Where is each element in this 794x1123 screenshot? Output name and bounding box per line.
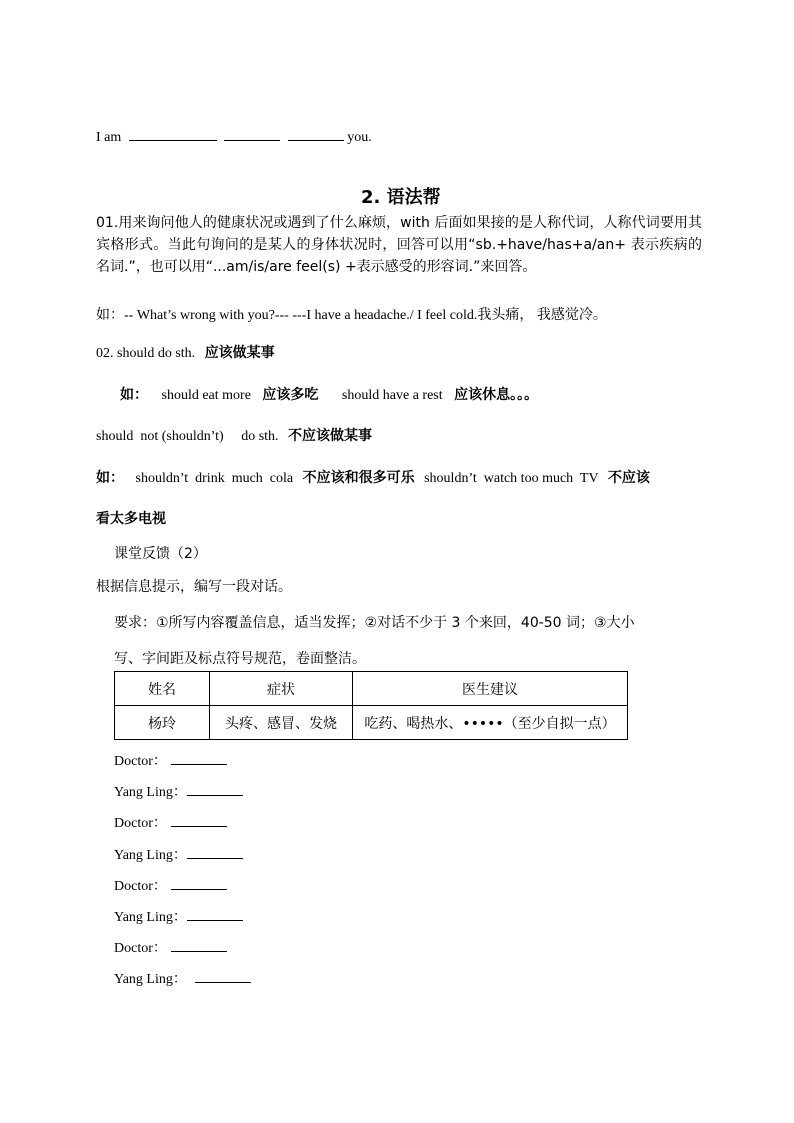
example-en: should eat more [161,388,251,403]
requirement-line: 写、字间距及标点符号规范，卷面整洁。 [114,651,366,667]
example-should [120,384,538,404]
table-cell: 吃药、喝热水、•••••（至少自拟一点） [353,706,628,740]
dialogue-line [114,968,251,988]
dialogue-line [114,750,227,770]
answer-blank[interactable] [171,877,227,890]
point-cn: 不应该做某事 [288,428,373,444]
example-label: 如： [120,387,148,403]
table-header-cell: 医生建议 [353,672,628,706]
answer-blank[interactable] [171,814,227,827]
example-en: should have a rest [341,388,443,403]
speaker-label: Yang Ling： [114,910,187,925]
answer-blank[interactable] [187,908,243,921]
example-cn: 不应该 [607,470,650,486]
speaker-label: Yang Ling： [114,785,187,800]
speaker-label: Yang Ling： [114,848,187,863]
dialogue-line [114,875,227,895]
point-en: 02. should do sth. [96,346,196,361]
answer-blank[interactable] [171,752,227,765]
speaker-label: Doctor： [114,941,167,956]
example-en: shouldn’t watch too much TV [424,471,599,486]
speaker-label: Yang Ling： [114,972,187,987]
example-cn: 不应该和很多可乐 [302,470,415,486]
answer-blank[interactable] [187,846,243,859]
speaker-label: Doctor： [114,879,167,894]
dialogue-line [114,906,243,926]
dialogue-line [114,937,227,957]
point-cn: 应该做某事 [204,345,275,361]
top-fill-line [96,128,372,146]
requirement-line: 要求：①所写内容覆盖信息，适当发挥；②对话不少于 3 个来回，40-50 词；③大小 [114,615,635,631]
example-cn-continued: 看太多电视 [96,511,166,527]
table-header-cell: 姓名 [115,672,210,706]
example-en: shouldn’t drink much cola [135,471,294,486]
answer-blank[interactable] [224,128,280,141]
instruction: 根据信息提示，编写一段对话。 [96,579,292,595]
grammar-point-should [96,342,275,362]
speaker-label: Doctor： [114,816,167,831]
table-header-row [115,672,628,706]
table-cell: 头疼、感冒、发烧 [210,706,353,740]
dialogue-line [114,812,227,832]
top-line-suffix: you. [347,130,372,145]
answer-blank[interactable] [195,970,251,983]
point-en: should not (shouldn’t) do sth. [96,429,279,444]
top-line-prefix: I am [96,130,122,145]
answer-blank[interactable] [171,939,227,952]
grammar-explanation: 01.用来询问他人的健康状况或遇到了什么麻烦，with 后面如果接的是人称代词，人称代词要用其宾格形式。当此句询问的是某人的身体状况时，回答可以用“sb.+have/has+a/an+ 表示疾病的名词.”，也可以用“...am/is/are feel(s) +表示感受的形容词.”来回答。 [96,215,702,275]
example-cn: 应该多吃 [262,387,319,403]
answer-blank[interactable] [187,783,243,796]
dialogue-line [114,781,243,801]
info-table [114,671,628,740]
example-should-not [96,467,650,487]
feedback-title: 课堂反馈（2） [114,546,207,562]
example-line: 如：-- What’s wrong with you?--- ---I have a headache./ I feel cold.我头痛， 我感觉冷。 [96,308,607,323]
table-header-cell: 症状 [210,672,353,706]
example-cn: 应该休息。。。 [454,387,539,403]
section-title: 2. 语法帮 [361,187,441,208]
speaker-label: Doctor： [114,754,167,769]
answer-blank[interactable] [129,128,217,141]
grammar-point-should-not [96,425,372,445]
answer-blank[interactable] [288,128,344,141]
table-row [115,706,628,740]
example-label: 如： [96,470,124,486]
dialogue-line [114,844,243,864]
table-cell: 杨玲 [115,706,210,740]
